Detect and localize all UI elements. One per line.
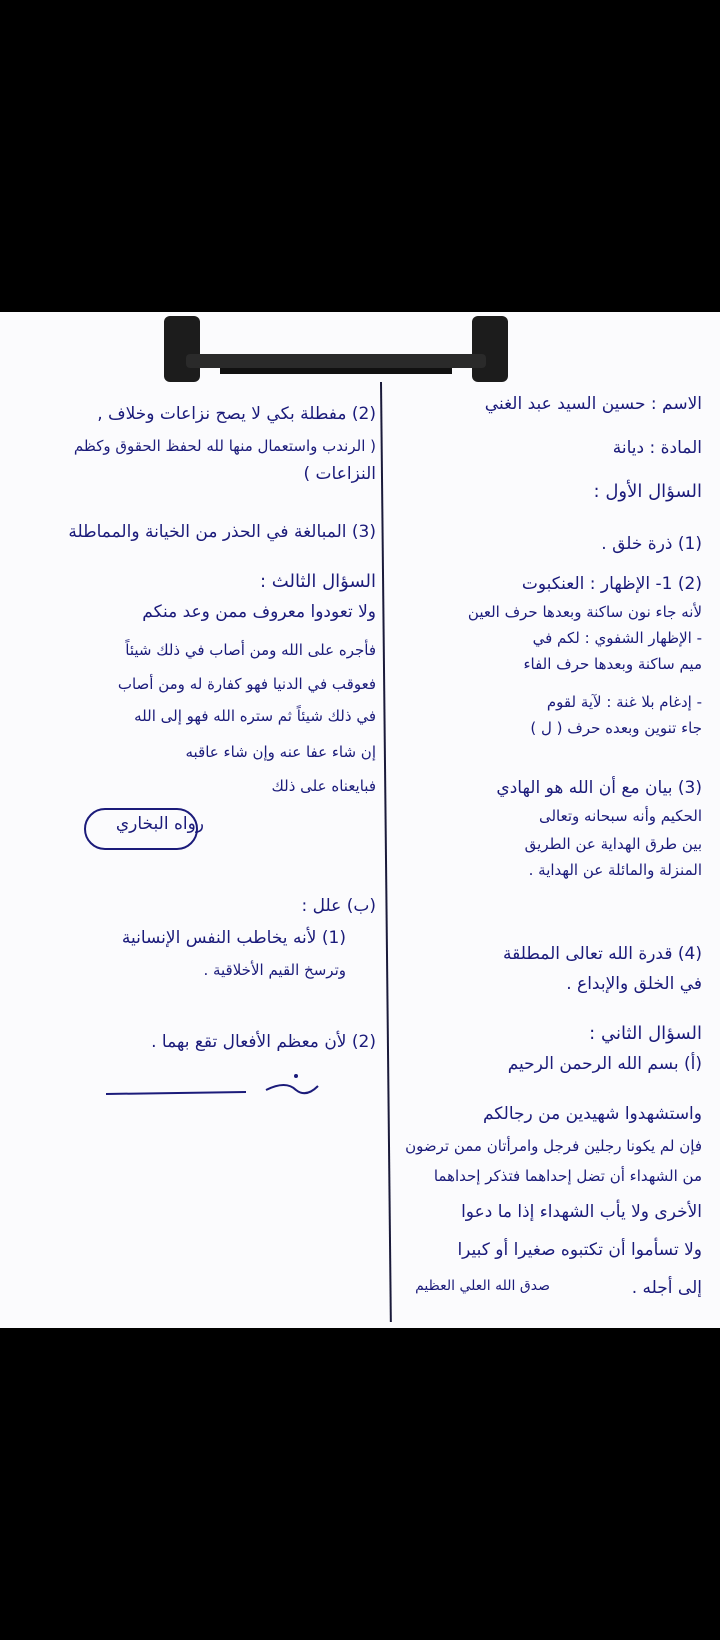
column-divider [380, 382, 392, 1322]
q1-answer-d: (4) قدرة الله تعالى المطلقة [502, 944, 702, 964]
q2-title: السؤال الثاني : [589, 1023, 702, 1044]
student-name: الاسم : حسين السيد عبد الغني [484, 394, 702, 414]
q1-answer-2-line: النزاعات ) [303, 464, 376, 484]
hadith-line: في ذلك شيئاً ثم ستره الله فهو إلى الله [134, 707, 376, 725]
q1-answer-c-line: بين طرق الهداية عن الطريق [524, 835, 702, 853]
closing-signature: صدق الله العلي العظيم [415, 1278, 550, 1294]
q1-answer-c-line: الحكيم وأنه سبحانه وتعالى [538, 807, 702, 825]
subject-line: المادة : ديانة [612, 438, 702, 458]
clipboard-clip-icon [160, 312, 512, 394]
source-cloud-frame [84, 808, 198, 850]
hadith-line: فبايعناه على ذلك [271, 777, 376, 795]
hadith-line: إن شاء عفا عنه وإن شاء عاقبه [185, 743, 376, 761]
quran-verse-line: الأخرى ولا يأب الشهداء إذا ما دعوا [461, 1202, 702, 1222]
q1-answer-2: (2) مفطلة بكي لا يصح نزاعات وخلاف , [97, 404, 376, 424]
q1-answer-b-line: ميم ساكنة وبعدها حرف الفاء [523, 655, 702, 673]
quran-verse-line: واستشهدوا شهيدين من رجالكم [482, 1104, 702, 1124]
q1-answer-b-line: - إدغام بلا غنة : لآية لقوم [546, 693, 702, 711]
reason-line: (1) لأنه يخاطب النفس الإنسانية [121, 928, 346, 948]
q1-answer-b-line: - الإظهار الشفوي : لكم في [532, 629, 702, 647]
q1-answer-c: (3) بيان مع أن الله هو الهادي [496, 778, 702, 798]
q1-answer-b-line: جاء تنوين وبعده حرف ( ل ) [530, 719, 702, 737]
quran-verse-line: إلى أجله . [631, 1278, 702, 1298]
quran-verse-line: فإن لم يكونا رجلين فرجل وامرأتان ممن ترضون [405, 1137, 702, 1155]
q1-answer-b-line: لأنه جاء نون ساكنة وبعدها حرف العين [467, 603, 702, 621]
pen-scribble [96, 1072, 336, 1112]
hadith-source: رواه البخاري [115, 814, 204, 834]
q1-answer-b: (2) 1- الإظهار : العنكبوت [521, 574, 702, 594]
reason-line: وترسخ القيم الأخلاقية . [203, 961, 346, 979]
q1-answer-2-line: ( الرندب واستعمال منها لله لحفظ الحقوق وكظم [73, 437, 376, 455]
q4-title: (ب) علل : [301, 896, 376, 916]
hadith-line: فعوقب في الدنيا فهو كفارة له ومن أصاب [117, 675, 376, 693]
quran-verse-line: من الشهداء أن تضل إحداهما فتذكر إحداهما [433, 1167, 702, 1185]
q2-answer-a: (أ) بسم الله الرحمن الرحيم [507, 1054, 702, 1074]
q1-title: السؤال الأول : [593, 481, 702, 502]
q1-answer-a: (1) ذرة خلق . [601, 534, 702, 554]
q3-title: السؤال الثالث : [260, 571, 376, 592]
q1-answer-c-line: المنزلة والمائلة عن الهداية . [528, 861, 702, 879]
quran-verse-line: ولا تسأموا أن تكتبوه صغيرا أو كبيرا [457, 1240, 702, 1260]
exam-paper [0, 312, 720, 1328]
hadith-line: فأجره على الله ومن أصاب في ذلك شيئاً [125, 641, 376, 659]
q1-answer-3: (3) المبالغة في الحذر من الخيانة والمماطلة [68, 522, 376, 542]
hadith-line: ولا تعودوا معروف ممن وعد منكم [142, 602, 376, 622]
q1-answer-d-line: في الخلق والإبداع . [566, 974, 702, 994]
reason-line: (2) لأن معظم الأفعال تقع بهما . [151, 1032, 376, 1052]
